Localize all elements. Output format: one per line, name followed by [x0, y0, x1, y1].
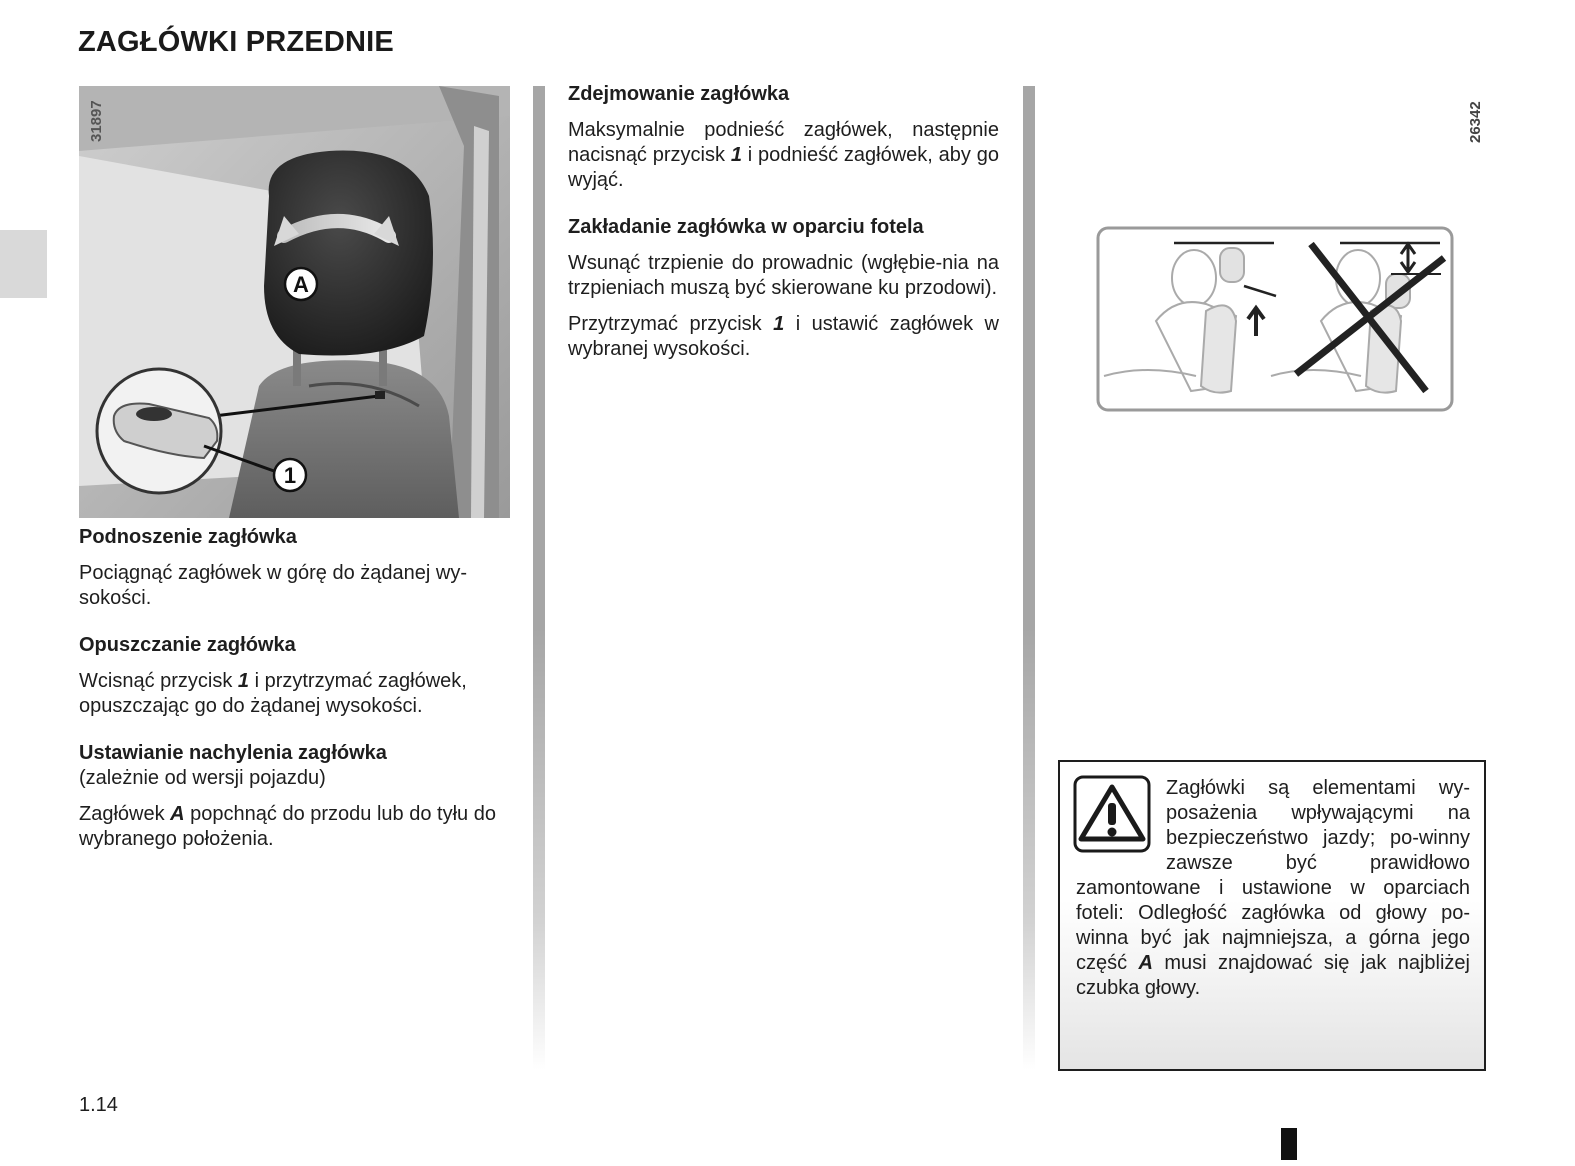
- warning-text: Zagłówki są elementami wy-posażenia wpływającymi na bezpieczeństwo jazdy; po-winny zawsze być prawidłowo zamontowane i ustawione w oparciach foteli: Odległość zagłówka od głowy po-winna być jak najmniejsza, a górna jego część A musi znajdować się jak najbliżej czubka głowy.: [1076, 777, 1470, 999]
- section-end-marker: [1281, 1128, 1297, 1160]
- left-column: [79, 525, 511, 852]
- label-1: 1: [283, 463, 297, 488]
- section-heading: Zakładanie zagłówka w oparciu fotela: [568, 216, 924, 238]
- button-reference: 1: [773, 313, 785, 335]
- paragraph: Wsunąć trzpienie do prowadnic (wgłębie-nia na trzpieniach muszą być skierowane ku przodowi).: [568, 252, 999, 299]
- middle-column: [568, 82, 999, 362]
- column-divider: [1023, 86, 1035, 1070]
- figure-code: 31897: [88, 100, 105, 142]
- column-divider: [533, 86, 545, 1070]
- headrest-reference: A: [1138, 952, 1153, 974]
- paragraph: Przytrzymać przycisk 1 i ustawić zagłówek w wybranej wysokości.: [568, 313, 999, 360]
- label-a: A: [293, 272, 309, 297]
- section-heading: Podnoszenie zagłówka: [79, 526, 297, 548]
- section-heading: Ustawianie nachylenia zagłówka: [79, 742, 387, 764]
- paragraph: Zagłówek A popchnąć do przodu lub do tyłu do wybranego położenia.: [79, 803, 496, 850]
- paragraph: Wcisnąć przycisk 1 i przytrzymać zagłówek, opuszczając go do żądanej wysokości.: [79, 670, 467, 717]
- headrest-photo: [79, 86, 510, 518]
- figure-code: 26342: [1467, 101, 1484, 143]
- paragraph: Maksymalnie podnieść zagłówek, następnie nacisnąć przycisk 1 i podnieść zagłówek, aby go wyjąć.: [568, 119, 999, 191]
- section-tab-marker: [0, 230, 47, 298]
- headrest-position-diagram: [1096, 226, 1456, 414]
- headrest-reference: A: [170, 803, 185, 825]
- section-heading: Opuszczanie zagłówka: [79, 634, 296, 656]
- section-subheading: (zależnie od wersji pojazdu): [79, 767, 326, 789]
- page-title: ZAGŁÓWKI PRZEDNIE: [78, 26, 394, 58]
- button-reference: 1: [730, 144, 742, 166]
- paragraph: Pociągnąć zagłówek w górę do żądanej wy-sokości.: [79, 562, 467, 609]
- page-number: 1.14: [79, 1094, 118, 1116]
- button-reference: 1: [237, 670, 250, 692]
- section-heading: Zdejmowanie zagłówka: [568, 83, 790, 105]
